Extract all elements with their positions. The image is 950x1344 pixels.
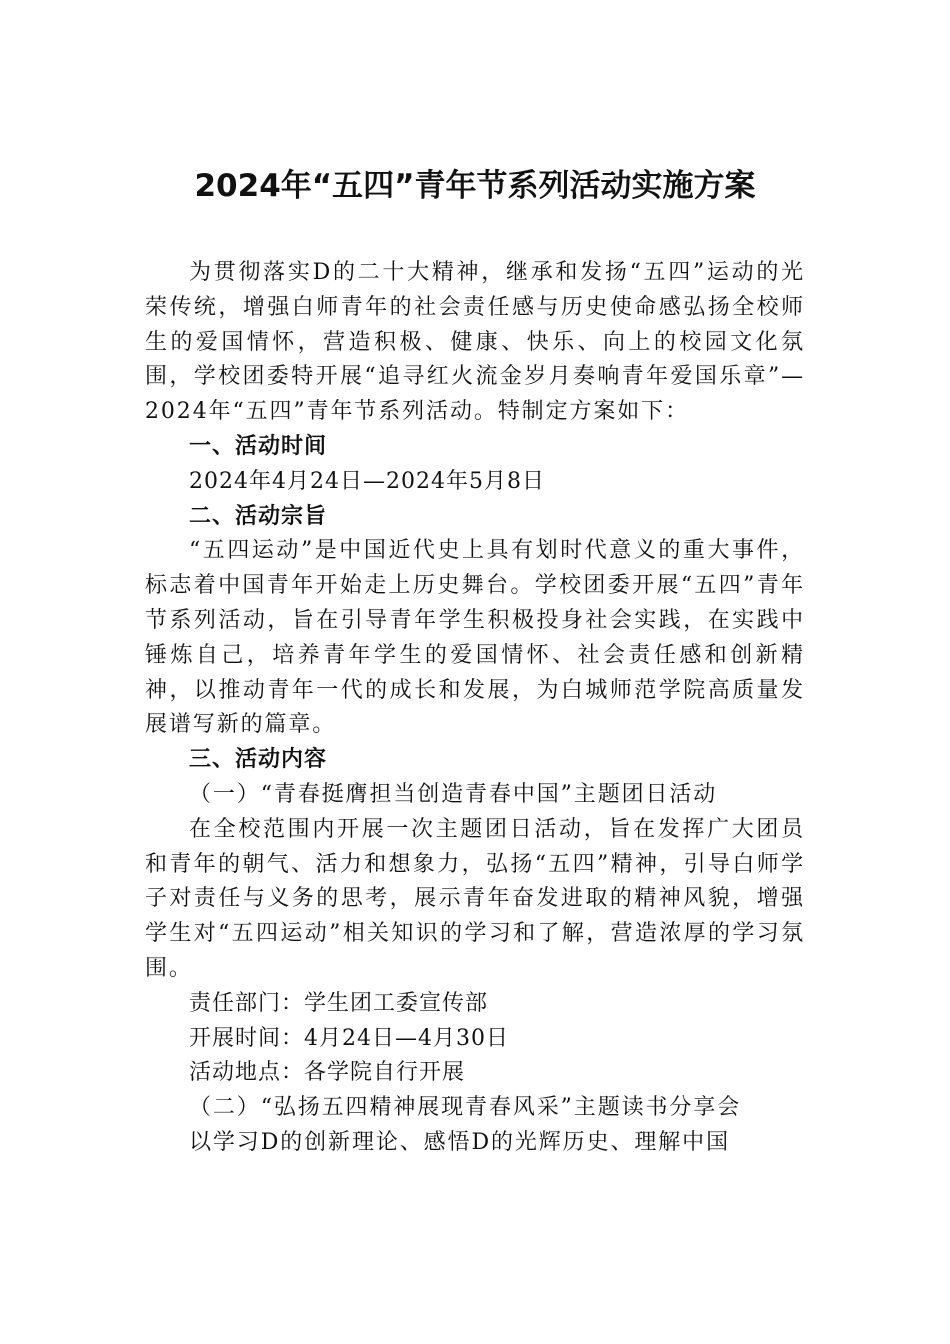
document-title: 2024年“五四”青年节系列活动实施方案 bbox=[194, 168, 756, 204]
item2-paragraph: 以学习D的创新理论、感悟D的光辉历史、理解中国 bbox=[189, 1129, 730, 1155]
item1-location: 活动地点：各学院自行开展 bbox=[189, 1060, 466, 1086]
purpose-paragraph: “五四运动”是中国近代史上具有划时代意义的重大事件，标志着中国青年开始走上历史舞台。学校团委开展“五四”青年节系列活动，旨在引导青年学生积极投身社会实践，在实践中锤炼自己，培养青年学生的爱国情怀、社会责任感和创新精神，以推动青年一代的成长和发展，为白城师范学院高质量发展谱写新的篇章。 bbox=[145, 538, 805, 738]
item1-paragraph: 在全校范围内开展一次主题团日活动，旨在发挥广大团员和青年的朝气、活力和想象力，弘扬“五四”精神，引导白师学子对责任与义务的思考，展示青年奋发进取的精神风貌，增强学生对“五四运动”相关知识的学习和了解，营造浓厚的学习氛围。 bbox=[145, 816, 805, 981]
document-body bbox=[145, 256, 805, 1161]
item1-time: 开展时间：4月24日—4月30日 bbox=[189, 1025, 509, 1051]
item2-title: （二）“弘扬五四精神展现青春风采”主题读书分享会 bbox=[189, 1095, 742, 1121]
item1-department: 责任部门：学生团工委宣传部 bbox=[189, 990, 489, 1016]
section-heading-content: 三、活动内容 bbox=[189, 747, 328, 773]
section-heading-time: 一、活动时间 bbox=[189, 433, 328, 459]
section-heading-purpose: 二、活动宗旨 bbox=[189, 503, 328, 529]
intro-paragraph: 为贯彻落实D的二十大精神，继承和发扬“五四”运动的光荣传统，增强白师青年的社会责任感与历史使命感弘扬全校师生的爱国情怀，营造积极、健康、快乐、向上的校园文化氛围，学校团委特开展“追寻红火流金岁月奏响青年爱国乐章”—2024年“五四”青年节系列活动。特制定方案如下： bbox=[145, 260, 805, 425]
activity-dates: 2024年4月24日—2024年5月8日 bbox=[189, 468, 545, 494]
item1-title: （一）“青春挺膺担当创造青春中国”主题团日活动 bbox=[189, 781, 718, 807]
